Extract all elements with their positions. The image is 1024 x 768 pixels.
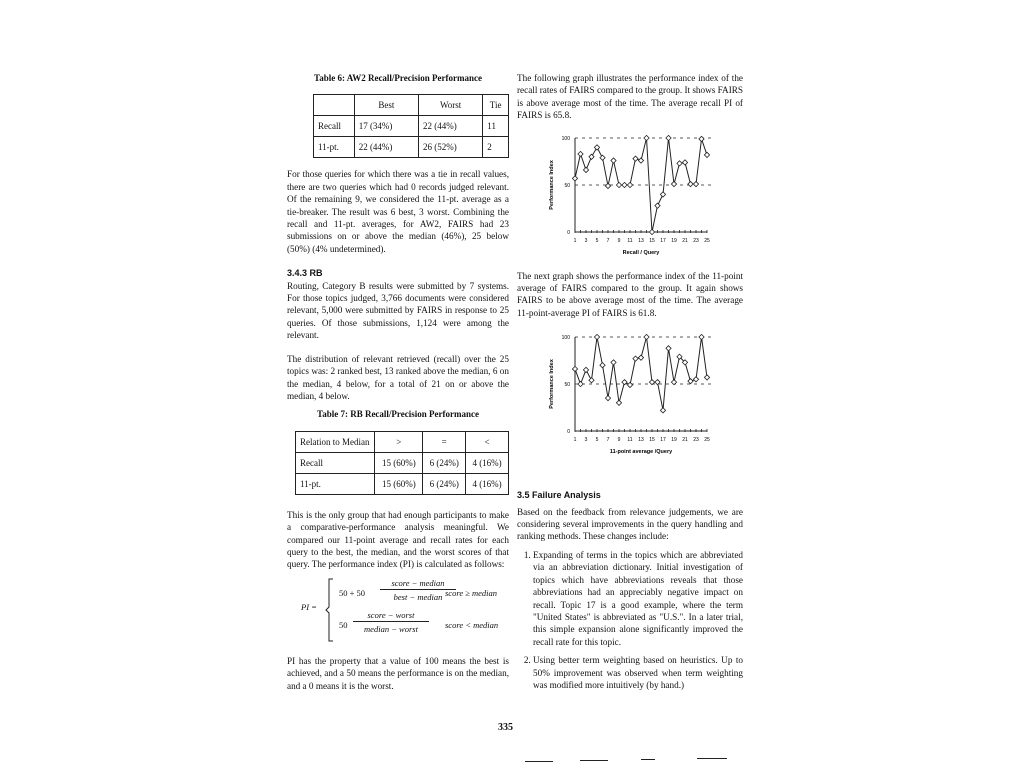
data-point — [699, 335, 704, 340]
right-column — [517, 72, 743, 697]
table7-header-row — [296, 431, 509, 452]
table6-cell: 26 (52%) — [418, 137, 482, 158]
x-tick-label: 7 — [606, 437, 610, 444]
table7-cell: 4 (16%) — [466, 452, 509, 473]
data-point — [594, 335, 599, 340]
y-tick-label: 50 — [564, 182, 570, 189]
data-point — [583, 368, 588, 373]
data-point — [594, 144, 599, 149]
formula-case2-expr: 50 — [339, 619, 348, 630]
x-tick-label: 23 — [693, 237, 699, 244]
data-point — [638, 355, 643, 360]
table7-cell: 15 (60%) — [375, 452, 423, 473]
table6-caption: Table 6: AW2 Recall/Precision Performance — [314, 73, 482, 83]
formula-case2-condition: score < median — [445, 619, 499, 630]
data-point — [589, 154, 594, 159]
series-line — [575, 337, 707, 410]
table6 — [313, 94, 509, 158]
paragraph-distribution: The distribution of relevant retrieved (recall) over the 25 topics was: 2 ranked best, 13 ranked above the median, 6 on the median, 4 below, for a total of 21 on or above the median, 4 below. — [287, 353, 509, 401]
data-point — [644, 135, 649, 140]
x-tick-label: 23 — [693, 437, 699, 444]
y-tick-label: 0 — [567, 229, 570, 236]
formula-case1-numerator: score − median — [380, 577, 456, 590]
table7-header-cell: < — [466, 431, 509, 452]
data-point — [644, 335, 649, 340]
data-point — [655, 203, 660, 208]
data-point — [605, 396, 610, 401]
x-tick-label: 5 — [595, 437, 599, 444]
data-point — [627, 383, 632, 388]
improvement-list — [517, 549, 743, 691]
scan-mark-rule — [580, 760, 608, 761]
formula-case1-condition: score ≥ median — [445, 587, 498, 598]
recall-chart-svg — [517, 128, 743, 260]
x-tick-label: 17 — [660, 437, 666, 444]
table-row — [296, 452, 509, 473]
data-point — [572, 367, 577, 372]
formula-case2-numerator: score − worst — [353, 609, 429, 622]
data-point — [622, 182, 627, 187]
paragraph-pi: PI has the property that a value of 100 means the best is achieved, and a 50 means the performance is on the median, and a 0 means it is the worst. — [287, 655, 509, 691]
table7-cell: Recall — [296, 452, 375, 473]
x-tick-label: 7 — [606, 237, 610, 244]
section-heading-failure: 3.5 Failure Analysis — [517, 490, 601, 501]
data-point — [600, 363, 605, 368]
recall-chart — [517, 128, 743, 260]
data-point — [572, 175, 577, 180]
data-point — [671, 181, 676, 186]
x-tick-label: 5 — [595, 237, 599, 244]
table7-header-cell: > — [375, 431, 423, 452]
table6-cell: 11-pt. — [314, 137, 355, 158]
table6-header-row — [314, 95, 509, 116]
data-point — [704, 152, 709, 157]
formula-case1-denominator: best − median — [393, 591, 443, 602]
table7 — [295, 431, 509, 495]
data-point — [633, 356, 638, 361]
paragraph-routing: Routing, Category B results were submitted by 7 systems. For those topics judged, 3,766 documents were considered relevant, 5,000 were submitted by FAIRS in response to 25 queries. Of those submissions, 1,124 were among the relevant. — [287, 280, 509, 341]
table7-cell: 15 (60%) — [375, 473, 423, 494]
x-tick-label: 13 — [638, 237, 644, 244]
list-item: 1. Expanding of terms in the topics which are abbreviated via an abbreviation dictionary. Initial investigation of topics which have abbreviations reveals that those abbreviations had an appreciably negative impact on recall. Topic 17 is a good example, where the term "United States" is abbreviated as "U.S.". In a later trial, this simple expansion alone significantly improved the recall rate for this topic. — [533, 549, 743, 648]
x-tick-label: 21 — [682, 237, 688, 244]
data-point — [605, 183, 610, 188]
x-tick-label: 11 — [627, 437, 633, 444]
elevenpt-chart-svg — [517, 327, 743, 459]
scan-mark-rule — [641, 759, 655, 760]
paragraph-tie: For those queries for which there was a tie in recall values, there are two queries which had 0 records judged relevant. Of the remaining 9, we considered the 11-pt. average as a tie-breaker. The result was 6 best, 3 worst. Combining the recall and 11-pt. averages, for AW2, FAIRS had 23 submissions on or above the median (46%), 25 below (50%) (4% undetermined). — [287, 169, 509, 254]
data-point — [611, 158, 616, 163]
table6-header-cell — [314, 95, 355, 116]
data-point — [589, 378, 594, 383]
data-point — [666, 346, 671, 351]
paragraph-group: This is the only group that had enough participants to make a comparative-performance analysis meaningful. We compared our 11-point average and recall rates for each query to the best, the median, and the worst scores of that query. The performance index (PI) is calculated as follows: — [287, 509, 509, 570]
y-tick-label: 100 — [561, 135, 570, 142]
x-tick-label: 3 — [584, 437, 588, 444]
x-tick-label: 13 — [638, 437, 644, 444]
table7-caption: Table 7: RB Recall/Precision Performance — [317, 409, 479, 420]
formula-case1-expr: 50 + 50 — [339, 587, 366, 598]
table7-cell: 4 (16%) — [466, 473, 509, 494]
section-heading-rb: 3.4.3 RB — [287, 268, 323, 279]
data-point — [611, 360, 616, 365]
data-point — [699, 136, 704, 141]
x-tick-label: 19 — [671, 237, 677, 244]
formula-brace — [325, 577, 335, 643]
x-tick-label: 17 — [660, 237, 666, 244]
paragraph-graph2: The next graph shows the performance index of the 11-point average of FAIRS compared to the group. It again shows FAIRS to be above average most of the time. The average 11-point-average PI of FAIRS is 61.8. — [517, 270, 743, 318]
table6-cell: 22 (44%) — [354, 137, 418, 158]
table6-header-cell: Worst — [418, 95, 482, 116]
data-point — [688, 181, 693, 186]
list-item: 2. Using better term weighting based on heuristics. Up to 50% improvement was observed when term weighting was modified more intuitively (by hand.) — [533, 654, 743, 691]
formula-lhs: PI = — [301, 601, 317, 612]
data-point — [666, 135, 671, 140]
x-axis-label: 11-point average /Query — [609, 449, 673, 456]
page-number: 335 — [498, 722, 513, 733]
table6-header-cell: Best — [354, 95, 418, 116]
x-tick-label: 1 — [573, 237, 577, 244]
x-tick-label: 25 — [704, 237, 710, 244]
left-column — [287, 72, 509, 692]
table6-cell: 17 (34%) — [354, 116, 418, 137]
table7-cell: 6 (24%) — [423, 473, 466, 494]
x-tick-label: 3 — [584, 237, 588, 244]
y-tick-label: 50 — [564, 382, 570, 389]
x-tick-label: 1 — [573, 437, 577, 444]
table6-cell: 22 (44%) — [418, 116, 482, 137]
table-row — [314, 137, 509, 158]
data-point — [578, 382, 583, 387]
table7-header-cell: = — [423, 431, 466, 452]
data-point — [704, 375, 709, 380]
data-point — [616, 400, 621, 405]
data-point — [600, 155, 605, 160]
x-tick-label: 19 — [671, 437, 677, 444]
y-tick-label: 0 — [567, 429, 570, 436]
data-point — [578, 151, 583, 156]
x-axis-label: Recall / Query — [622, 249, 660, 256]
x-tick-label: 21 — [682, 437, 688, 444]
data-point — [688, 379, 693, 384]
data-point — [660, 191, 665, 196]
data-point — [616, 182, 621, 187]
table6-cell: Recall — [314, 116, 355, 137]
elevenpt-chart — [517, 327, 743, 459]
table6-header-cell: Tie — [483, 95, 509, 116]
data-point — [660, 408, 665, 413]
data-point — [583, 167, 588, 172]
x-tick-label: 11 — [627, 237, 633, 244]
table7-cell: 11-pt. — [296, 473, 375, 494]
y-axis-label: Performance Index — [549, 359, 555, 410]
x-tick-label: 25 — [704, 437, 710, 444]
paragraph-graph1: The following graph illustrates the performance index of the recall rates of FAIRS compared to the group. It shows FAIRS is above average most of the time. The average recall PI of FAIRS is 65.8. — [517, 73, 743, 121]
data-point — [682, 159, 687, 164]
formula-case2-denominator: median − worst — [364, 623, 418, 634]
table-row — [314, 116, 509, 137]
data-point — [633, 156, 638, 161]
data-point — [677, 160, 682, 165]
data-point — [649, 229, 654, 234]
paragraph-failure: Based on the feedback from relevance judgements, we are considering several improvements in the query handling and ranking methods. These changes include: — [517, 506, 743, 542]
data-point — [693, 181, 698, 186]
table7-cell: 6 (24%) — [423, 452, 466, 473]
table6-cell: 11 — [483, 116, 509, 137]
x-tick-label: 15 — [649, 237, 655, 244]
x-tick-label: 9 — [617, 437, 621, 444]
table-row — [296, 473, 509, 494]
x-tick-label: 9 — [617, 237, 621, 244]
x-tick-label: 15 — [649, 437, 655, 444]
y-axis-label: Performance Index — [549, 159, 555, 210]
y-tick-label: 100 — [561, 335, 570, 342]
scan-mark-rule — [525, 761, 553, 762]
table6-cell: 2 — [483, 137, 509, 158]
pi-formula — [287, 571, 509, 651]
scan-mark-rule — [697, 758, 727, 759]
data-point — [693, 377, 698, 382]
data-point — [627, 182, 632, 187]
table7-header-cell: Relation to Median — [296, 431, 375, 452]
data-point — [638, 158, 643, 163]
